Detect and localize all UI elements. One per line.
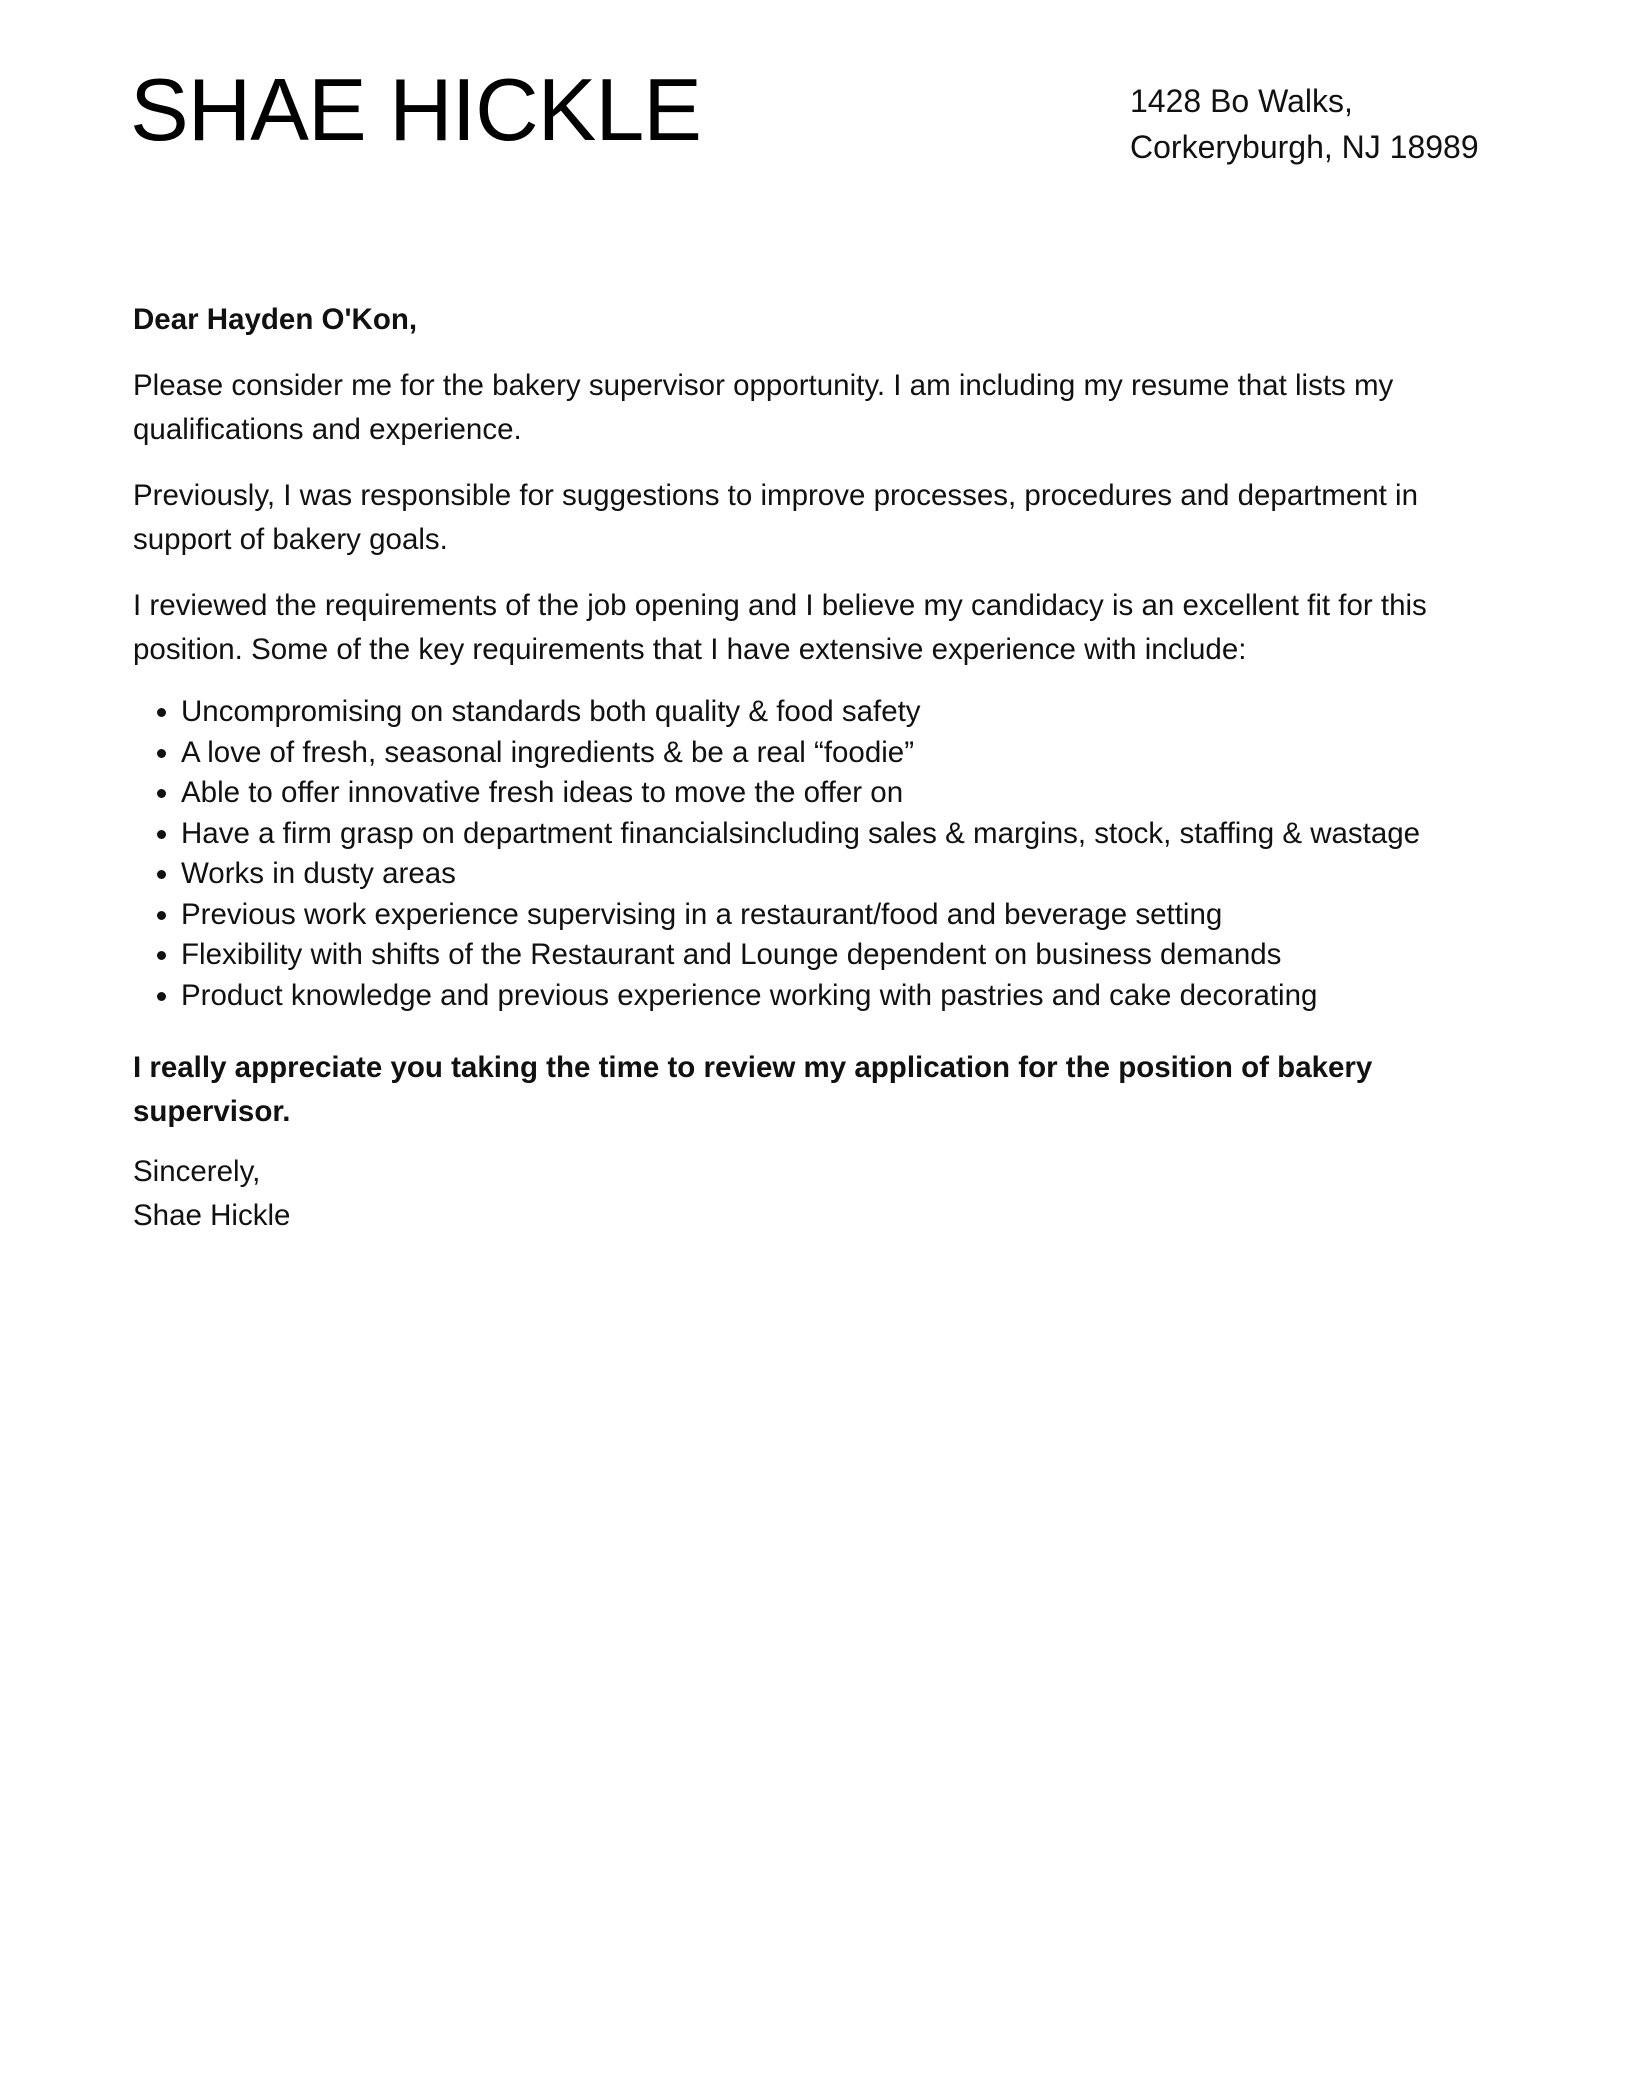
letter-body <box>133 298 1503 1238</box>
list-item: • A love of fresh, seasonal ingredients & be a real “foodie” <box>181 733 1503 774</box>
list-item: • Able to offer innovative fresh ideas to move the offer on <box>181 773 1503 814</box>
signature: Shae Hickle <box>133 1199 291 1232</box>
list-item: • Works in dusty areas <box>181 854 1503 895</box>
list-item: • Flexibility with shifts of the Restaurant and Lounge dependent on business demands <box>181 935 1503 976</box>
list-item: • Uncompromising on standards both quality & food safety <box>181 692 1503 733</box>
list-item: • Previous work experience supervising in a restaurant/food and beverage setting <box>181 895 1503 936</box>
greeting: Dear Hayden O'Kon, <box>133 303 418 336</box>
address-line-1: 1428 Bo Walks, <box>1130 83 1353 119</box>
applicant-name: SHAE HICKLE <box>130 60 701 159</box>
paragraph-experience: Previously, I was responsible for suggestions to improve processes, procedures and department in support of bakery goals. <box>133 479 1418 556</box>
paragraph-intro: Please consider me for the bakery supervisor opportunity. I am including my resume that lists my qualifications and experience. <box>133 369 1394 446</box>
closing-statement: I really appreciate you taking the time to review my application for the position of bakery supervisor. <box>133 1051 1373 1128</box>
applicant-address <box>1130 78 1479 170</box>
signoff: Sincerely, <box>133 1155 261 1188</box>
requirements-list <box>133 692 1503 1016</box>
address-line-2: Corkeryburgh, NJ 18989 <box>1130 129 1479 165</box>
paragraph-requirements: I reviewed the requirements of the job opening and I believe my candidacy is an excellent fit for this position. Some of the key requirements that I have extensive experience with include: <box>133 589 1427 666</box>
list-item: • Have a firm grasp on department financialsincluding sales & margins, stock, staffing & wastage <box>181 814 1503 855</box>
list-item: • Product knowledge and previous experience working with pastries and cake decorating <box>181 976 1503 1017</box>
